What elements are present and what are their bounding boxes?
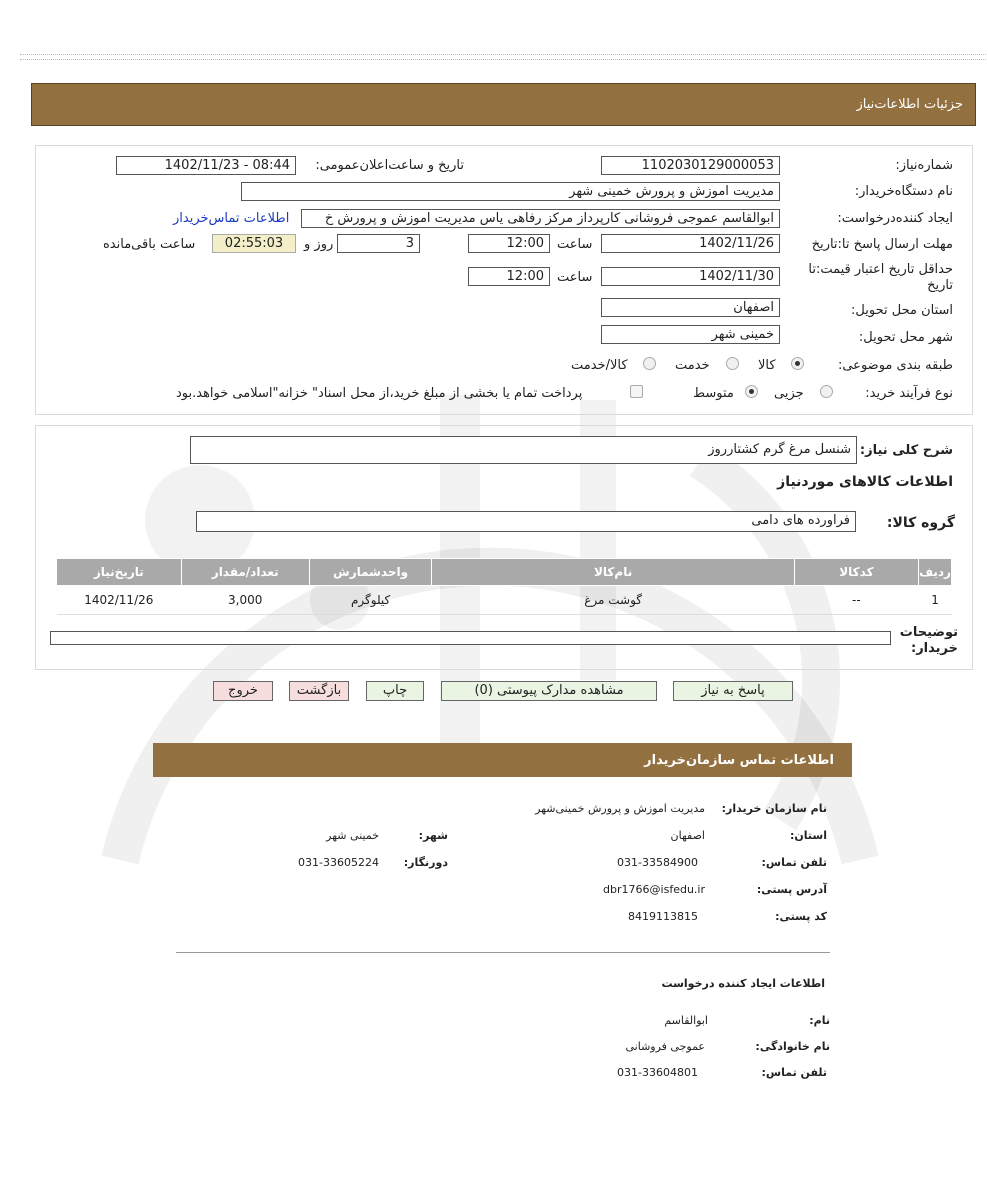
items-table-header bbox=[57, 559, 952, 586]
attachments-button[interactable]: مشاهده مدارک پیوستی (0) bbox=[441, 681, 657, 701]
creator-name-label: نام: bbox=[809, 1014, 830, 1027]
print-button[interactable]: چاپ bbox=[366, 681, 424, 701]
city-field: خمینی شهر bbox=[601, 325, 780, 344]
category-label: طبقه بندی موضوعی: bbox=[837, 358, 953, 373]
creator-phone-value: 031-33604801 bbox=[617, 1066, 698, 1079]
contact-divider bbox=[176, 952, 830, 953]
page-header bbox=[31, 83, 976, 126]
fax-value: 031-33605224 bbox=[298, 856, 379, 869]
postal-label: کد پستی: bbox=[775, 910, 827, 923]
reply-button[interactable]: پاسخ به نیاز bbox=[673, 681, 793, 701]
payment-checkbox[interactable] bbox=[630, 385, 643, 398]
col-qty: تعداد/مقدار bbox=[181, 559, 309, 586]
deadline-label: مهلت ارسال پاسخ تا:تاریخ bbox=[811, 237, 953, 252]
creator-family-value: عموجی فروشانی bbox=[625, 1040, 705, 1053]
process-option-minor: جزیی bbox=[774, 386, 804, 401]
col-code: کدکالا bbox=[794, 559, 918, 586]
phone-label: تلفن تماس: bbox=[761, 856, 827, 869]
buyer-contact-link[interactable]: اطلاعات تماس‌خریدار bbox=[173, 211, 290, 226]
process-option-medium: متوسط bbox=[693, 386, 734, 401]
province-contact-label: استان: bbox=[790, 829, 827, 842]
creator-info-title: اطلاعات ایجاد کننده درخواست bbox=[661, 977, 825, 990]
province-label: استان محل تحویل: bbox=[851, 303, 953, 318]
table-row bbox=[57, 586, 952, 615]
org-value: مدیریت اموزش و پرورش خمینی‌شهر bbox=[535, 802, 705, 815]
process-radio-minor[interactable] bbox=[820, 385, 833, 398]
buyer-notes-field bbox=[50, 631, 891, 645]
contact-title: اطلاعات تماس سازمان‌خریدار bbox=[644, 753, 834, 768]
validity-label: حداقل تاریخ اعتبار قیمت:تا تاریخ bbox=[808, 262, 953, 293]
top-divider bbox=[20, 54, 986, 60]
cell-qty: 3,000 bbox=[181, 586, 309, 615]
postal-value: 8419113815 bbox=[628, 910, 698, 923]
deadline-time-field: 12:00 bbox=[468, 234, 550, 253]
group-field: فراورده های دامی bbox=[196, 511, 856, 532]
validity-time-field: 12:00 bbox=[468, 267, 550, 286]
back-button[interactable]: بازگشت bbox=[289, 681, 349, 701]
cell-date: 1402/11/26 bbox=[57, 586, 182, 615]
category-option-goods: کالا bbox=[758, 358, 776, 373]
days-field: 3 bbox=[337, 234, 420, 253]
buyer-label: نام دستگاه‌خریدار: bbox=[854, 184, 953, 199]
buyer-notes-label: توضیحات خریدار: bbox=[899, 625, 958, 656]
remaining-time-field: 02:55:03 bbox=[212, 234, 296, 253]
process-radio-medium[interactable] bbox=[745, 385, 758, 398]
items-table bbox=[56, 558, 952, 615]
creator-phone-label: تلفن تماس: bbox=[761, 1066, 827, 1079]
process-label: نوع فرآیند خرید: bbox=[865, 386, 953, 401]
deadline-date-field: 1402/11/26 bbox=[601, 234, 780, 253]
announce-field: 1402/11/23 - 08:44 bbox=[116, 156, 296, 175]
deadline-time-label: ساعت bbox=[557, 237, 593, 252]
need-number-field: 1102030129000053 bbox=[601, 156, 780, 175]
summary-label: شرح کلی نیاز: bbox=[859, 443, 953, 458]
creator-field: ابوالقاسم عموجی فروشانی کارپرداز مرکز رفاهی یاس مدیریت اموزش و پرورش خ bbox=[301, 209, 780, 228]
city-label: شهر محل تحویل: bbox=[858, 330, 953, 345]
province-contact-value: اصفهان bbox=[670, 829, 705, 842]
col-unit: واحدشمارش bbox=[309, 559, 432, 586]
category-option-goods-service: کالا/خدمت bbox=[571, 358, 628, 373]
validity-date-field: 1402/11/30 bbox=[601, 267, 780, 286]
cell-unit: کیلوگرم bbox=[309, 586, 432, 615]
cell-row: 1 bbox=[919, 586, 952, 615]
col-date: تاریخ‌نیاز bbox=[57, 559, 182, 586]
validity-time-label: ساعت bbox=[557, 270, 593, 285]
group-label: گروه کالا: bbox=[886, 515, 955, 531]
summary-field: شنسل مرغ گرم کشتارروز bbox=[190, 436, 857, 464]
contact-header bbox=[153, 743, 852, 777]
city-contact-label: شهر: bbox=[418, 829, 448, 842]
category-radio-goods[interactable] bbox=[791, 357, 804, 370]
page-title: جزئیات اطلاعات‌نیاز bbox=[856, 97, 963, 112]
exit-button[interactable]: خروج bbox=[213, 681, 273, 701]
goods-info-heading: اطلاعات کالاهای موردنیاز bbox=[777, 474, 953, 490]
org-label: نام سازمان خریدار: bbox=[721, 802, 827, 815]
creator-family-label: نام خانوادگی: bbox=[755, 1040, 830, 1053]
category-radio-service[interactable] bbox=[726, 357, 739, 370]
category-radio-goods-service[interactable] bbox=[643, 357, 656, 370]
province-field: اصفهان bbox=[601, 298, 780, 317]
days-label: روز و bbox=[304, 237, 334, 252]
payment-note: پرداخت تمام یا بخشی از مبلغ خرید،از محل اسناد" خزانه"اسلامی خواهد.بود bbox=[176, 386, 583, 401]
announce-label: تاریخ و ساعت‌اعلان‌عمومی: bbox=[315, 158, 464, 173]
need-number-label: شماره‌نیاز: bbox=[895, 158, 953, 173]
address-value: dbr1766@isfedu.ir bbox=[603, 883, 705, 896]
cell-code: -- bbox=[794, 586, 918, 615]
cell-name: گوشت مرغ bbox=[432, 586, 794, 615]
category-option-service: خدمت bbox=[675, 358, 710, 373]
buyer-field: مدیریت اموزش و پرورش خمینی شهر bbox=[241, 182, 780, 201]
creator-label: ایجاد کننده‌درخواست: bbox=[837, 211, 953, 226]
remaining-label: ساعت باقی‌مانده bbox=[103, 237, 196, 252]
address-label: آدرس پستی: bbox=[756, 883, 827, 896]
col-name: نام‌کالا bbox=[432, 559, 794, 586]
creator-name-value: ابوالقاسم bbox=[664, 1014, 708, 1027]
phone-value: 031-33584900 bbox=[617, 856, 698, 869]
fax-label: دورنگار: bbox=[403, 856, 448, 869]
city-contact-value: خمینی شهر bbox=[326, 829, 379, 842]
col-row: ردیف bbox=[919, 559, 952, 586]
